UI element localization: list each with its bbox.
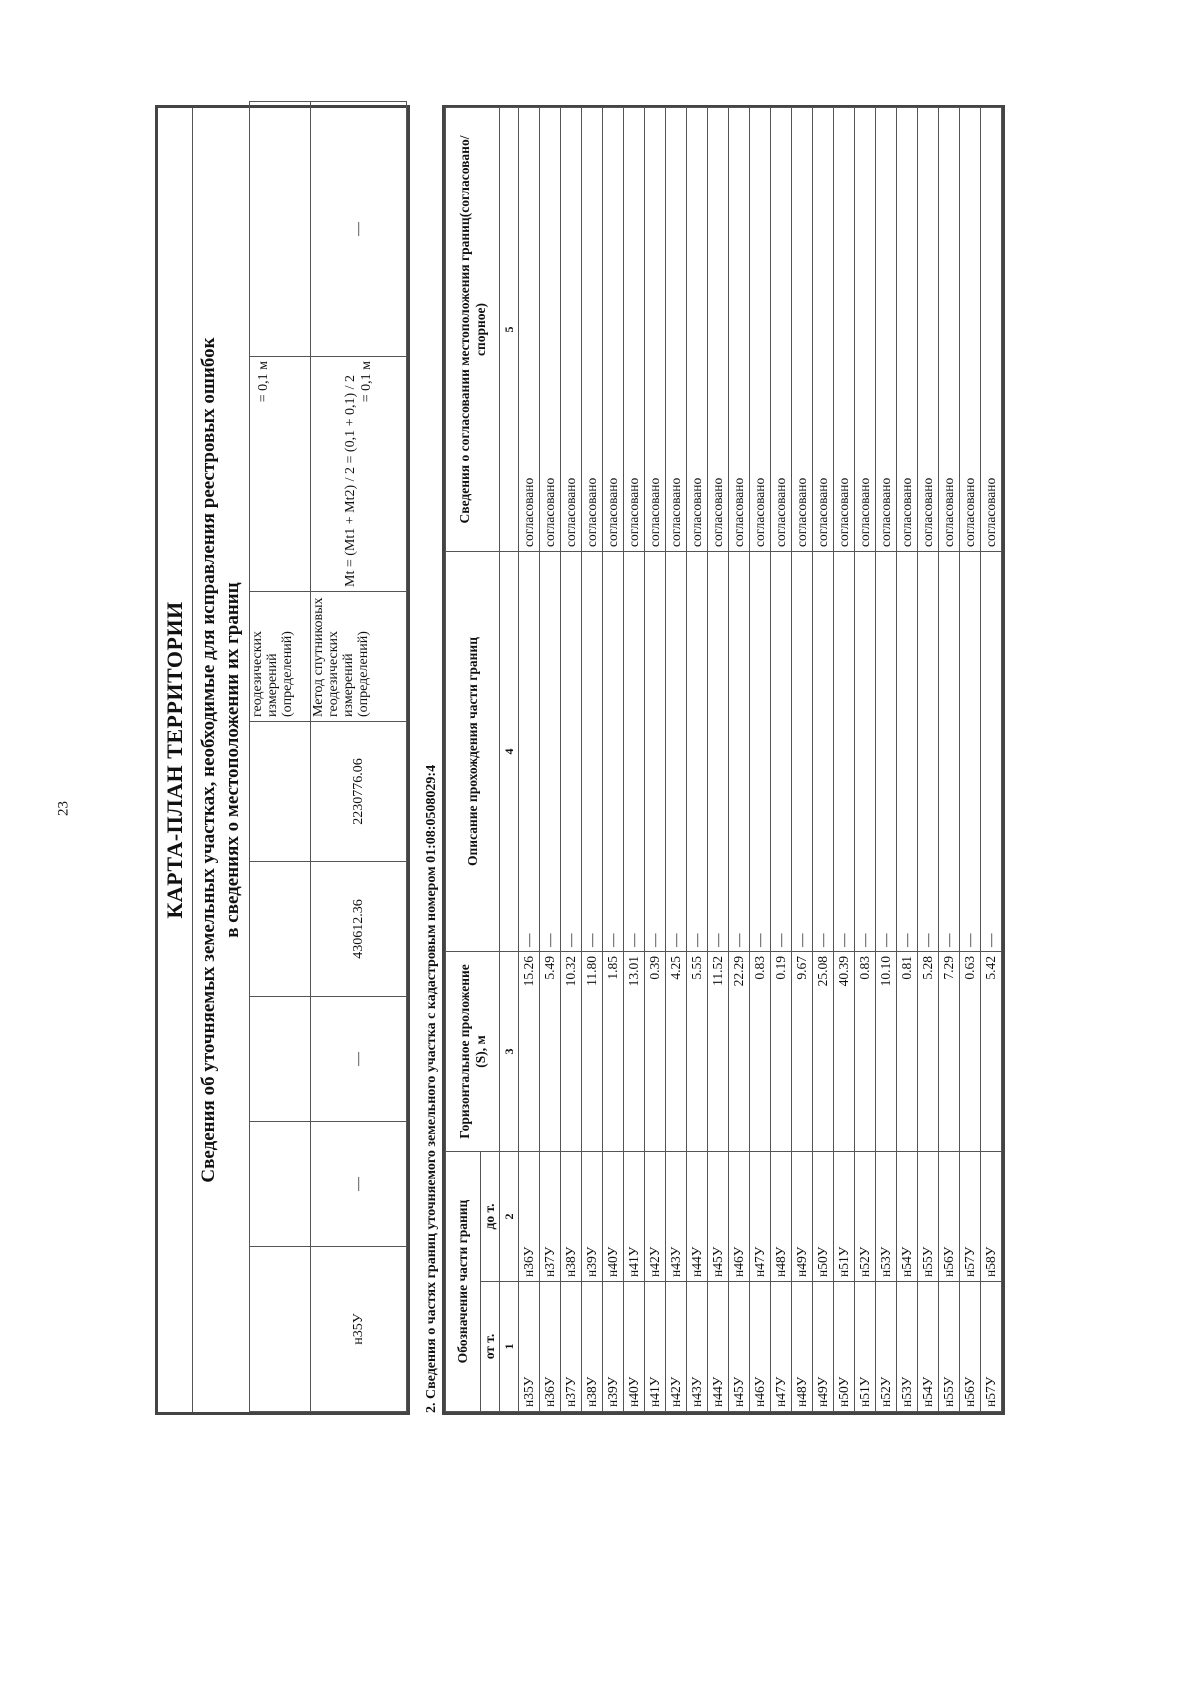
row-to: н38У — [561, 1151, 582, 1281]
table-row — [624, 107, 645, 1411]
row-to: н57У — [960, 1151, 981, 1281]
method-text: Метод спутниковых геодезических измерений (определений) — [311, 592, 407, 722]
row-description: — — [981, 551, 1002, 951]
table-row — [603, 107, 624, 1411]
row-to: н45У — [708, 1151, 729, 1281]
row-from: н55У — [939, 1282, 960, 1412]
row-to: н41У — [624, 1151, 645, 1281]
row-to: н53У — [876, 1151, 897, 1281]
formula-line-1: Mt = (Mt1 + Mt2) / 2 = (0,1 + 0,1) / 2 — [342, 374, 358, 587]
coordinate-x: 430612.36 — [311, 862, 407, 997]
page-number: 23 — [55, 801, 72, 816]
row-distance: 11.80 — [582, 951, 603, 1151]
table-row — [813, 107, 834, 1411]
header-from: от т. — [481, 1282, 500, 1412]
table-row — [855, 107, 876, 1411]
row-status: согласовано — [855, 107, 876, 551]
table-row — [897, 107, 918, 1411]
row-status: согласовано — [918, 107, 939, 551]
header-agreement: Сведения о согласовании местоположения границ(согласовано/спорное) — [446, 107, 500, 551]
row-description: — — [876, 551, 897, 951]
table-row — [666, 107, 687, 1411]
table-row — [750, 107, 771, 1411]
col-number-1: 1 — [500, 1282, 519, 1412]
row-description: — — [834, 551, 855, 951]
accuracy-value-top: = 0,1 м — [250, 357, 311, 592]
row-to: н39У — [582, 1151, 603, 1281]
row-from: н44У — [708, 1282, 729, 1412]
row-to: н55У — [918, 1151, 939, 1281]
row-to: н47У — [750, 1151, 771, 1281]
row-status: согласовано — [897, 107, 918, 551]
accuracy-formula — [311, 357, 407, 592]
row-to: н58У — [981, 1151, 1002, 1281]
row-distance: 7.29 — [939, 951, 960, 1151]
row-distance: 0.83 — [855, 951, 876, 1151]
row-description: — — [540, 551, 561, 951]
row-status: согласовано — [666, 107, 687, 551]
table-row — [876, 107, 897, 1411]
row-status: согласовано — [771, 107, 792, 551]
row-from: н39У — [603, 1282, 624, 1412]
point-label: н35У — [311, 1247, 407, 1412]
table1-row-top — [250, 102, 311, 1412]
col-number-4: 4 — [500, 551, 519, 951]
table-row — [918, 107, 939, 1411]
row-description: — — [855, 551, 876, 951]
rotated-sheet — [155, 105, 1005, 1415]
document-subtitle — [193, 108, 249, 1412]
table-row — [792, 107, 813, 1411]
row-distance: 9.67 — [792, 951, 813, 1151]
table-row — [729, 107, 750, 1411]
row-distance: 22.29 — [729, 951, 750, 1151]
row-description: — — [519, 551, 540, 951]
row-distance: 0.39 — [645, 951, 666, 1151]
row-from: н46У — [750, 1282, 771, 1412]
row-status: согласовано — [729, 107, 750, 551]
row-description: — — [666, 551, 687, 951]
section2-title: 2. Сведения о частях границ уточняемого земельного участка с кадастровым номером 01:08:0508029:4 — [424, 764, 439, 1413]
row-status: согласовано — [687, 107, 708, 551]
empty-dash-2: — — [311, 997, 407, 1122]
row-to: н54У — [897, 1151, 918, 1281]
row-status: согласовано — [792, 107, 813, 551]
row-distance: 10.32 — [561, 951, 582, 1151]
row-status: согласовано — [708, 107, 729, 551]
row-to: н43У — [666, 1151, 687, 1281]
row-to: н40У — [603, 1151, 624, 1281]
row-status: согласовано — [540, 107, 561, 551]
table-row — [939, 107, 960, 1411]
row-description: — — [960, 551, 981, 951]
row-distance: 5.28 — [918, 951, 939, 1151]
row-distance: 0.81 — [897, 951, 918, 1151]
table-row — [960, 107, 981, 1411]
boundary-parts-table — [445, 107, 1002, 1412]
table-row — [519, 107, 540, 1411]
header-frame — [155, 105, 410, 1415]
empty-dash-3: — — [311, 102, 407, 357]
table-row — [561, 107, 582, 1411]
table-row — [540, 107, 561, 1411]
table-row — [981, 107, 1002, 1411]
header-description: Описание прохождения части границ — [446, 551, 500, 951]
table1-row-main — [311, 102, 407, 1412]
table-row — [687, 107, 708, 1411]
row-from: н43У — [687, 1282, 708, 1412]
row-distance: 25.08 — [813, 951, 834, 1151]
row-from: н40У — [624, 1282, 645, 1412]
subtitle-line-2: в сведениях о местоположении их границ — [222, 582, 243, 938]
row-description: — — [582, 551, 603, 951]
table-row — [771, 107, 792, 1411]
row-to: н52У — [855, 1151, 876, 1281]
row-from: н54У — [918, 1282, 939, 1412]
row-from: н36У — [540, 1282, 561, 1412]
row-distance: 10.10 — [876, 951, 897, 1151]
row-distance: 5.49 — [540, 951, 561, 1151]
coordinates-table — [249, 101, 407, 1412]
row-from: н48У — [792, 1282, 813, 1412]
coordinate-y: 2230776.06 — [311, 722, 407, 862]
row-description: — — [687, 551, 708, 951]
row-from: н50У — [834, 1282, 855, 1412]
row-to: н50У — [813, 1151, 834, 1281]
row-distance: 0.83 — [750, 951, 771, 1151]
row-description: — — [792, 551, 813, 951]
table-row — [834, 107, 855, 1411]
row-distance: 0.63 — [960, 951, 981, 1151]
row-from: н51У — [855, 1282, 876, 1412]
row-description: — — [708, 551, 729, 951]
row-distance: 5.55 — [687, 951, 708, 1151]
row-status: согласовано — [561, 107, 582, 551]
row-to: н49У — [792, 1151, 813, 1281]
row-from: н57У — [981, 1282, 1002, 1412]
row-description: — — [603, 551, 624, 951]
row-status: согласовано — [519, 107, 540, 551]
header-distance: Горизонтальное проложение (S), м — [446, 951, 500, 1151]
row-status: согласовано — [750, 107, 771, 551]
row-from: н41У — [645, 1282, 666, 1412]
row-from: н35У — [519, 1282, 540, 1412]
row-from: н45У — [729, 1282, 750, 1412]
row-to: н46У — [729, 1151, 750, 1281]
row-from: н37У — [561, 1282, 582, 1412]
row-distance: 15.26 — [519, 951, 540, 1151]
row-description: — — [624, 551, 645, 951]
subtitle-line-1: Сведения об уточняемых земельных участках, необходимые для исправления реестровых ошибок — [198, 337, 219, 1183]
row-distance: 5.42 — [981, 951, 1002, 1151]
row-status: согласовано — [939, 107, 960, 551]
header-part-designation: Обозначение части границ — [446, 1151, 481, 1411]
table-row — [708, 107, 729, 1411]
row-from: н47У — [771, 1282, 792, 1412]
row-from: н38У — [582, 1282, 603, 1412]
row-status: согласовано — [876, 107, 897, 551]
row-to: н51У — [834, 1151, 855, 1281]
header-to: до т. — [481, 1151, 500, 1281]
row-status: согласовано — [960, 107, 981, 551]
row-description: — — [771, 551, 792, 951]
row-to: н42У — [645, 1151, 666, 1281]
row-to: н56У — [939, 1151, 960, 1281]
row-from: н56У — [960, 1282, 981, 1412]
row-to: н44У — [687, 1151, 708, 1281]
row-distance: 13.01 — [624, 951, 645, 1151]
row-status: согласовано — [834, 107, 855, 551]
parts-frame — [442, 105, 1005, 1415]
row-status: согласовано — [813, 107, 834, 551]
method-text-top: геодезических измерений (определений) — [250, 592, 311, 722]
row-status: согласовано — [624, 107, 645, 551]
row-from: н53У — [897, 1282, 918, 1412]
row-to: н36У — [519, 1151, 540, 1281]
boundary-parts-body — [519, 107, 1002, 1411]
row-description: — — [897, 551, 918, 951]
row-distance: 0.19 — [771, 951, 792, 1151]
column-number-row — [500, 107, 519, 1411]
row-status: согласовано — [582, 107, 603, 551]
row-to: н48У — [771, 1151, 792, 1281]
formula-line-2: = 0,1 м — [358, 361, 374, 403]
row-status: согласовано — [603, 107, 624, 551]
col-number-3: 3 — [500, 951, 519, 1151]
row-from: н49У — [813, 1282, 834, 1412]
row-from: н42У — [666, 1282, 687, 1412]
row-distance: 1.85 — [603, 951, 624, 1151]
empty-dash-1: — — [311, 1122, 407, 1247]
row-description: — — [645, 551, 666, 951]
row-description: — — [918, 551, 939, 951]
row-distance: 40.39 — [834, 951, 855, 1151]
row-status: согласовано — [645, 107, 666, 551]
row-distance: 4.25 — [666, 951, 687, 1151]
row-description: — — [729, 551, 750, 951]
row-description: — — [813, 551, 834, 951]
row-to: н37У — [540, 1151, 561, 1281]
col-number-2: 2 — [500, 1151, 519, 1281]
row-distance: 11.52 — [708, 951, 729, 1151]
row-description: — — [561, 551, 582, 951]
col-number-5: 5 — [500, 107, 519, 551]
row-status: согласовано — [981, 107, 1002, 551]
table-row — [582, 107, 603, 1411]
row-from: н52У — [876, 1282, 897, 1412]
row-description: — — [939, 551, 960, 951]
table-row — [645, 107, 666, 1411]
row-description: — — [750, 551, 771, 951]
document-title: КАРТА-ПЛАН ТЕРРИТОРИИ — [158, 108, 193, 1412]
